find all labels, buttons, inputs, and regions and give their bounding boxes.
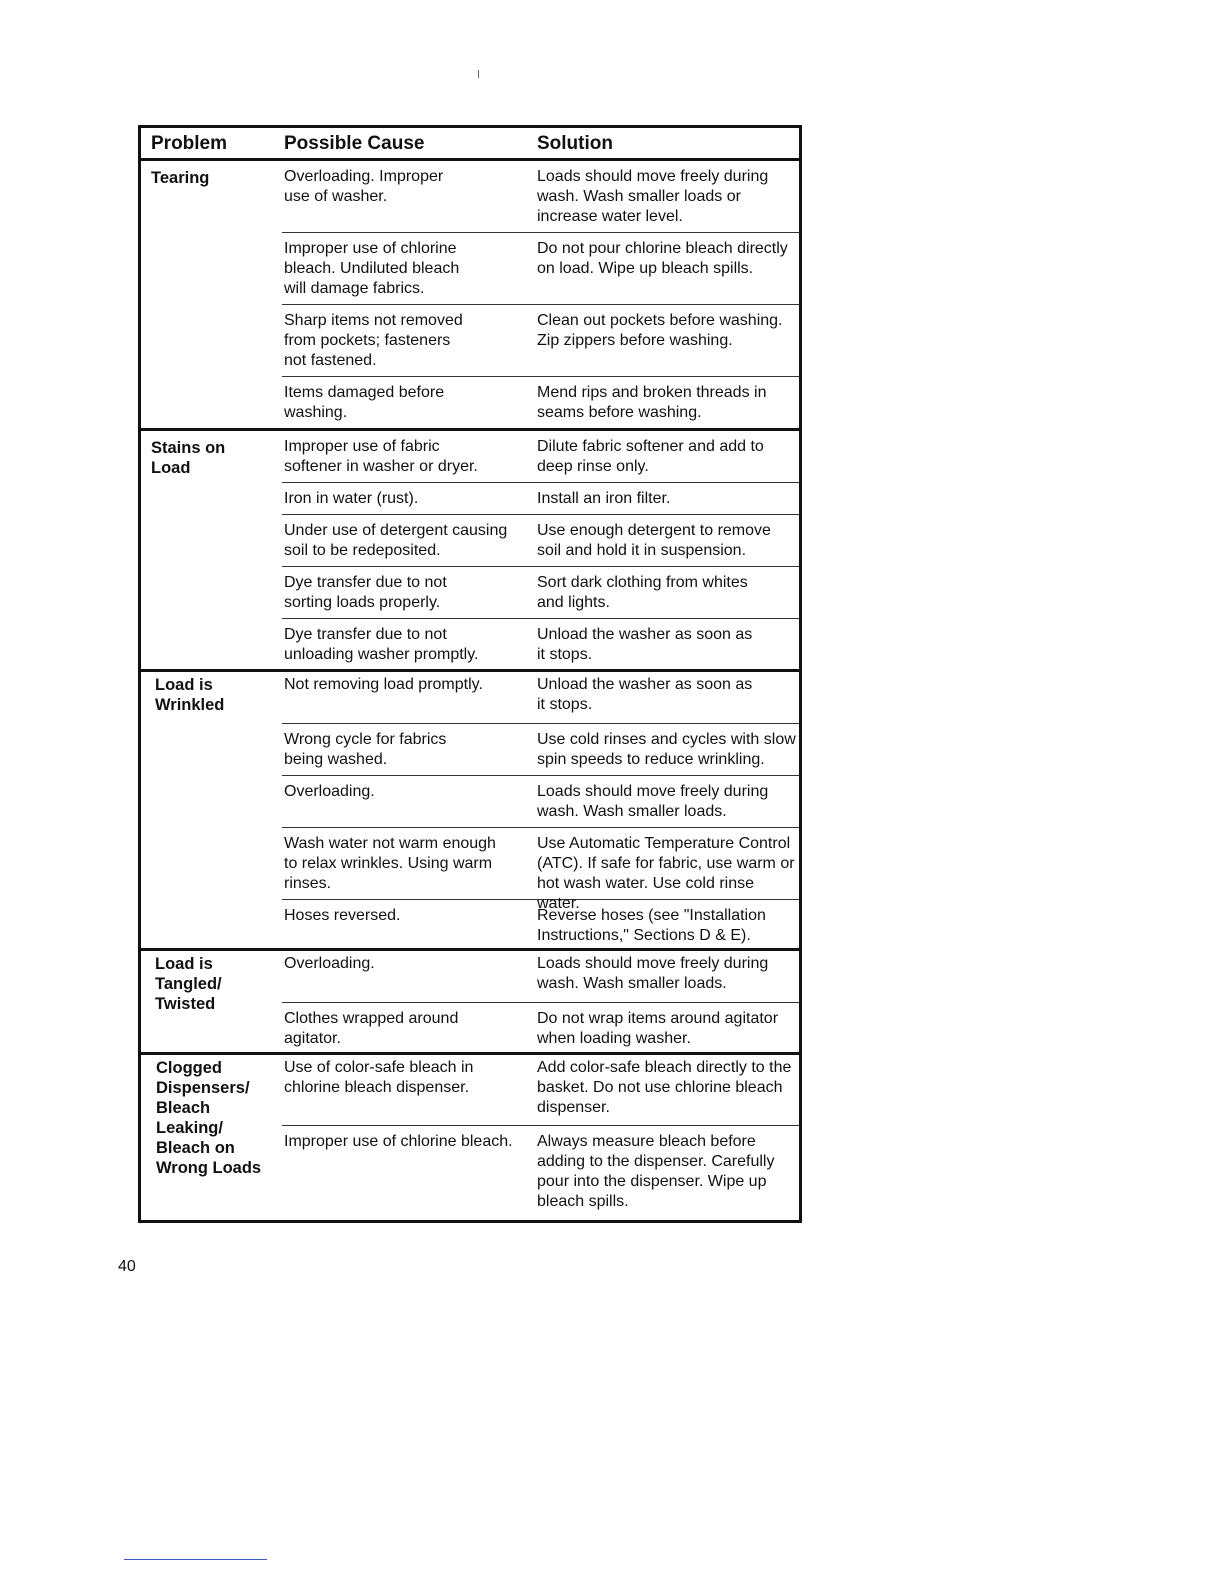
table-row	[282, 900, 799, 948]
header-possible-cause: Possible Cause	[284, 133, 425, 154]
solution-cell: Use cold rinses and cycles with slow spin speeds to reduce wrinkling.	[537, 731, 796, 768]
header-solution: Solution	[537, 133, 613, 154]
footer-rule	[124, 1559, 267, 1560]
solution-cell: Loads should move freely during wash. Wash smaller loads or increase water level.	[537, 168, 769, 225]
cause-cell: Improper use of chlorine bleach. Undiluted bleach will damage fabrics.	[284, 240, 460, 297]
table-row	[282, 951, 799, 1003]
cause-cell: Under use of detergent causing soil to be redeposited.	[284, 522, 508, 559]
table-row	[282, 483, 799, 515]
solution-cell: Do not wrap items around agitator when loading washer.	[537, 1010, 779, 1047]
cause-cell: Improper use of chlorine bleach.	[284, 1133, 513, 1150]
section-clogged-dispensers	[141, 1055, 799, 1220]
cause-cell: Clothes wrapped around agitator.	[284, 1010, 459, 1047]
cause-cell: Hoses reversed.	[284, 907, 401, 924]
cause-cell: Dye transfer due to not sorting loads properly.	[284, 574, 447, 611]
solution-cell: Do not pour chlorine bleach directly on load. Wipe up bleach spills.	[537, 240, 788, 277]
table-row	[282, 672, 799, 724]
solution-cell: Loads should move freely during wash. Wash smaller loads.	[537, 783, 769, 820]
table-row	[282, 1055, 799, 1126]
solution-cell: Dilute fabric softener and add to deep rinse only.	[537, 438, 764, 475]
section-load-wrinkled	[141, 672, 799, 951]
troubleshooting-table	[138, 125, 802, 1223]
table-row	[282, 515, 799, 567]
page-number: 40	[118, 1258, 136, 1275]
section-load-tangled	[141, 951, 799, 1055]
solution-cell: Loads should move freely during wash. Wash smaller loads.	[537, 955, 769, 992]
section-stains-on-load	[141, 431, 799, 672]
solution-cell: Reverse hoses (see "Installation Instructions," Sections D & E).	[537, 907, 766, 944]
table-row	[282, 233, 799, 305]
problem-label: Stains on Load	[151, 439, 226, 477]
solution-cell: Unload the washer as soon as it stops.	[537, 676, 753, 713]
solution-cell: Use enough detergent to remove soil and hold it in suspension.	[537, 522, 771, 559]
cause-cell: Overloading. Improper use of washer.	[284, 168, 444, 205]
scan-mark	[478, 70, 479, 78]
cause-cell: Sharp items not removed from pockets; fasteners not fastened.	[284, 312, 463, 369]
problem-label: Load is Wrinkled	[155, 676, 225, 714]
cause-cell: Iron in water (rust).	[284, 490, 419, 507]
header-problem: Problem	[151, 133, 228, 154]
cause-cell: Overloading.	[284, 783, 375, 800]
solution-cell: Sort dark clothing from whites and lights.	[537, 574, 748, 611]
table-row	[282, 305, 799, 377]
cause-cell: Overloading.	[284, 955, 375, 972]
table-row	[282, 1003, 799, 1052]
table-row	[282, 776, 799, 828]
table-row	[282, 619, 799, 669]
cause-cell: Improper use of fabric softener in washer or dryer.	[284, 438, 478, 475]
solution-cell: Unload the washer as soon as it stops.	[537, 626, 753, 663]
cause-cell: Wash water not warm enough to relax wrinkles. Using warm rinses.	[284, 835, 496, 892]
table-row	[282, 1126, 799, 1220]
solution-cell: Mend rips and broken threads in seams before washing.	[537, 384, 767, 421]
solution-cell: Always measure bleach before adding to the dispenser. Carefully pour into the dispenser. Wipe up bleach spills.	[537, 1133, 775, 1210]
solution-cell: Install an iron filter.	[537, 490, 671, 507]
table-row	[282, 377, 799, 428]
solution-cell: Clean out pockets before washing. Zip zippers before washing.	[537, 312, 783, 349]
table-row	[282, 828, 799, 912]
solution-cell: Use Automatic Temperature Control (ATC). If safe for fabric, use warm or hot wash water. Use cold rinse water.	[537, 835, 795, 912]
cause-cell: Not removing load promptly.	[284, 676, 483, 693]
solution-cell: Add color-safe bleach directly to the basket. Do not use chlorine bleach dispenser.	[537, 1059, 792, 1116]
table-row	[282, 161, 799, 233]
cause-cell: Items damaged before washing.	[284, 384, 445, 421]
table-header	[141, 128, 799, 161]
problem-label: Clogged Dispensers/ Bleach Leaking/ Bleach on Wrong Loads	[156, 1059, 262, 1177]
section-tearing	[141, 161, 799, 431]
table-row	[282, 724, 799, 776]
cause-cell: Use of color-safe bleach in chlorine bleach dispenser.	[284, 1059, 474, 1096]
problem-label: Tearing	[151, 169, 210, 187]
table-row	[282, 567, 799, 619]
cause-cell: Wrong cycle for fabrics being washed.	[284, 731, 447, 768]
table-row	[282, 431, 799, 483]
problem-label: Load is Tangled/ Twisted	[155, 955, 222, 1013]
cause-cell: Dye transfer due to not unloading washer promptly.	[284, 626, 479, 663]
